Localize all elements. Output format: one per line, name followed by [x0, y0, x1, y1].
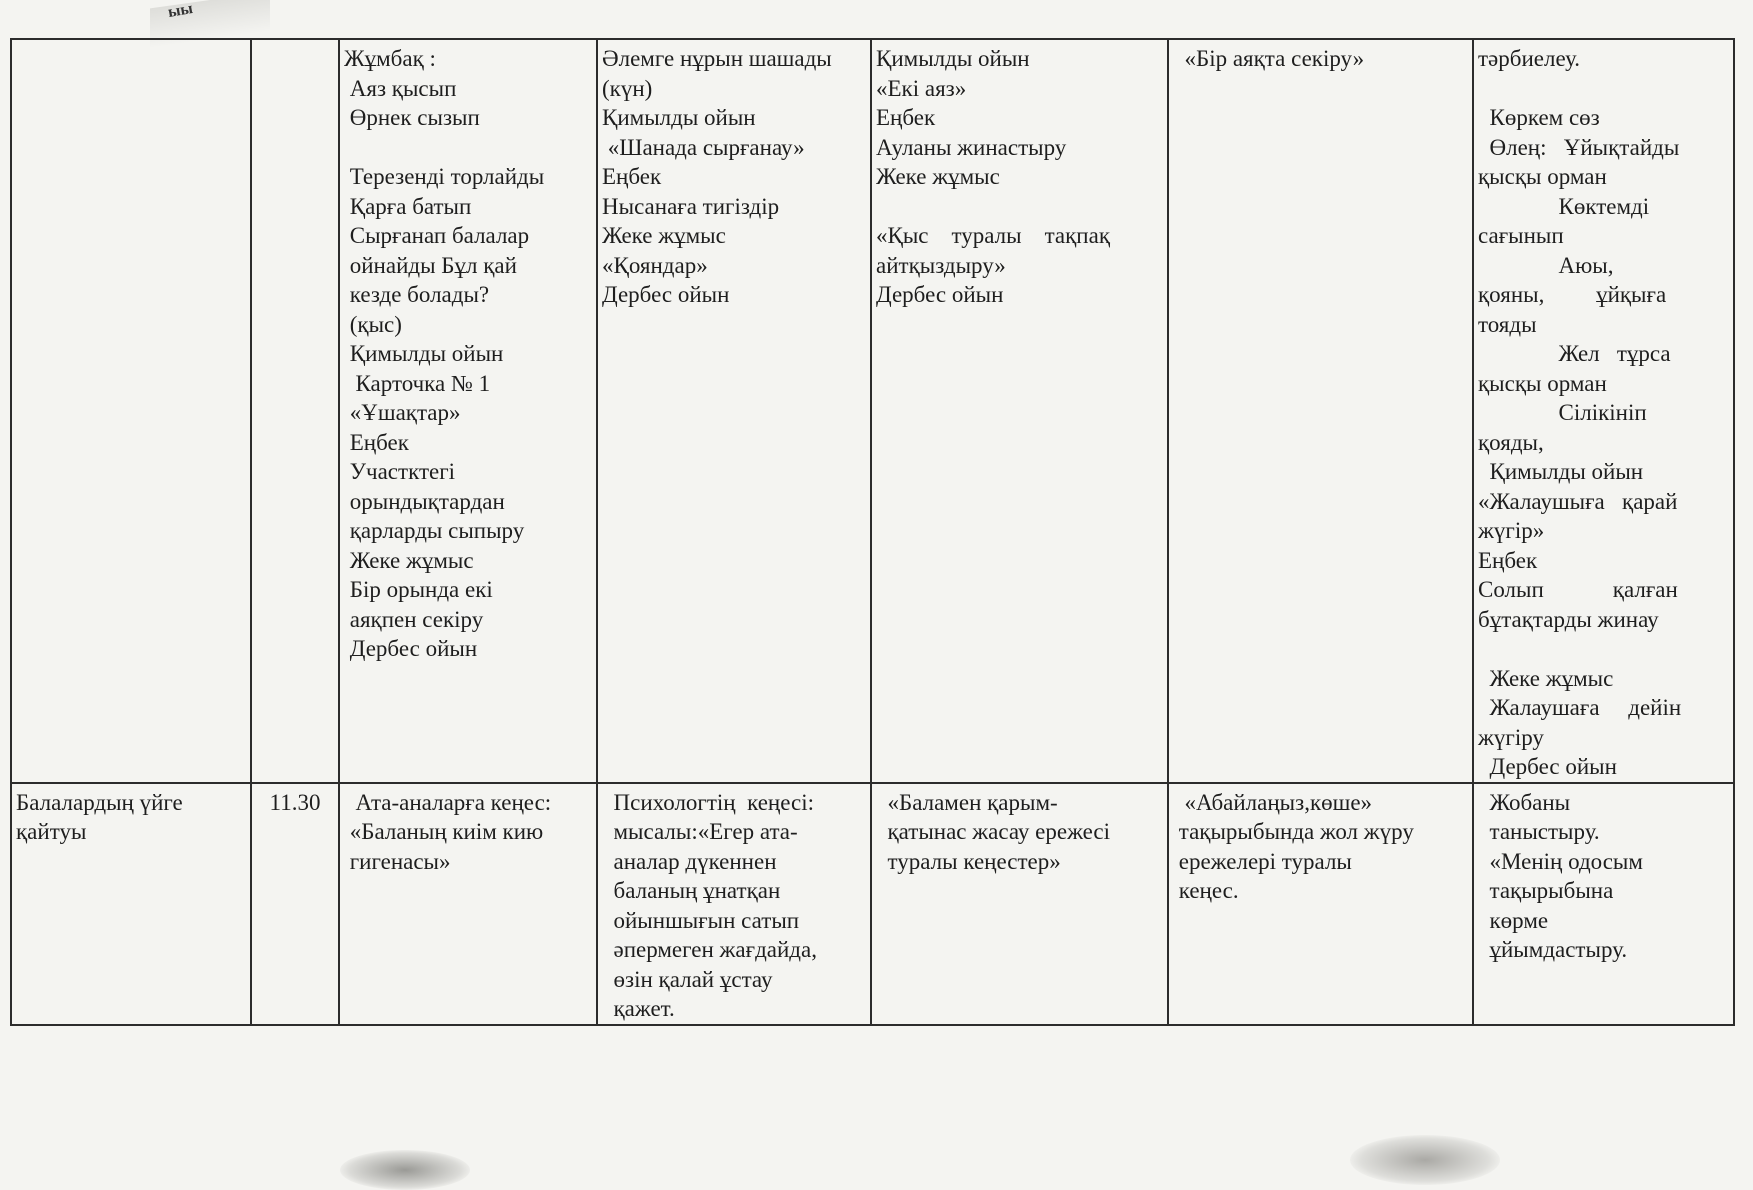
- monday-cell: Ата-аналарға кеңес: «Баланың киім кию гигенасы»: [339, 783, 597, 1025]
- section-cell: [11, 39, 251, 783]
- friday-cell: Жобаны таныстыру. «Менің одосым тақырыбына көрме ұйымдастыру.: [1473, 783, 1734, 1025]
- monday-cell: Жұмбақ : Аяз қысып Өрнек сызып Терезенді торлайды Қарға батып Сырғанап балалар ойнайды Бұл қай кезде болады? (қыс) Қимылды ойын Карточка № 1 «Ұшақтар» Еңбек Участктегі орындықтардан қарларды сыпыру Жеке жұмыс Бір орында екі аяқпен секіру Дербес ойын: [339, 39, 597, 783]
- wednesday-cell: Қимылды ойын «Екі аяз» Еңбек Ауланы жинастыру Жеке жұмыс «Қыс туралы тақпақ айтқыздыру» Дербес ойын: [871, 39, 1168, 783]
- time-cell: 11.30: [251, 783, 339, 1025]
- section-cell: Балалардың үйге қайтуы: [11, 783, 251, 1025]
- thursday-cell: «Бір аяқта секіру»: [1168, 39, 1473, 783]
- finger-shadow-left: [340, 1150, 470, 1190]
- tuesday-cell: Психологтің кеңесі: мысалы:«Егер ата- аналар дүкеннен баланың ұнатқан ойыншығын сатып әпермеген жағдайда, өзін қалай ұстау қажет.: [597, 783, 871, 1025]
- time-cell: [251, 39, 339, 783]
- table-row: [11, 39, 1734, 783]
- table-row: [11, 783, 1734, 1025]
- wednesday-cell: «Баламен қарым- қатынас жасау ережесі туралы кеңестер»: [871, 783, 1168, 1025]
- friday-cell: тәрбиелеу. Көркем сөз Өлең: Ұйықтайды қысқы орман Көктемді сағынып Аюы, қояны, ұйқыға тояды Жел тұрса қысқы орман Сілікініп қояды, Қимылды ойын «Жалаушыға қарай жүгір» Еңбек Солып қалған бұтақтарды жинау Жеке жұмыс Жалаушаға дейін жүгіру Дербес ойын: [1473, 39, 1734, 783]
- lesson-plan-table: [10, 38, 1735, 1026]
- scan-edge-text: ыы: [166, 0, 195, 22]
- tuesday-cell: Әлемге нұрын шашады (күн) Қимылды ойын «Шанада сырғанау» Еңбек Нысанаға тигіздір Жеке жұмыс «Қояндар» Дербес ойын: [597, 39, 871, 783]
- thursday-cell: «Абайлаңыз,көше» тақырыбында жол жүру ережелері туралы кеңес.: [1168, 783, 1473, 1025]
- finger-shadow-right: [1350, 1135, 1500, 1185]
